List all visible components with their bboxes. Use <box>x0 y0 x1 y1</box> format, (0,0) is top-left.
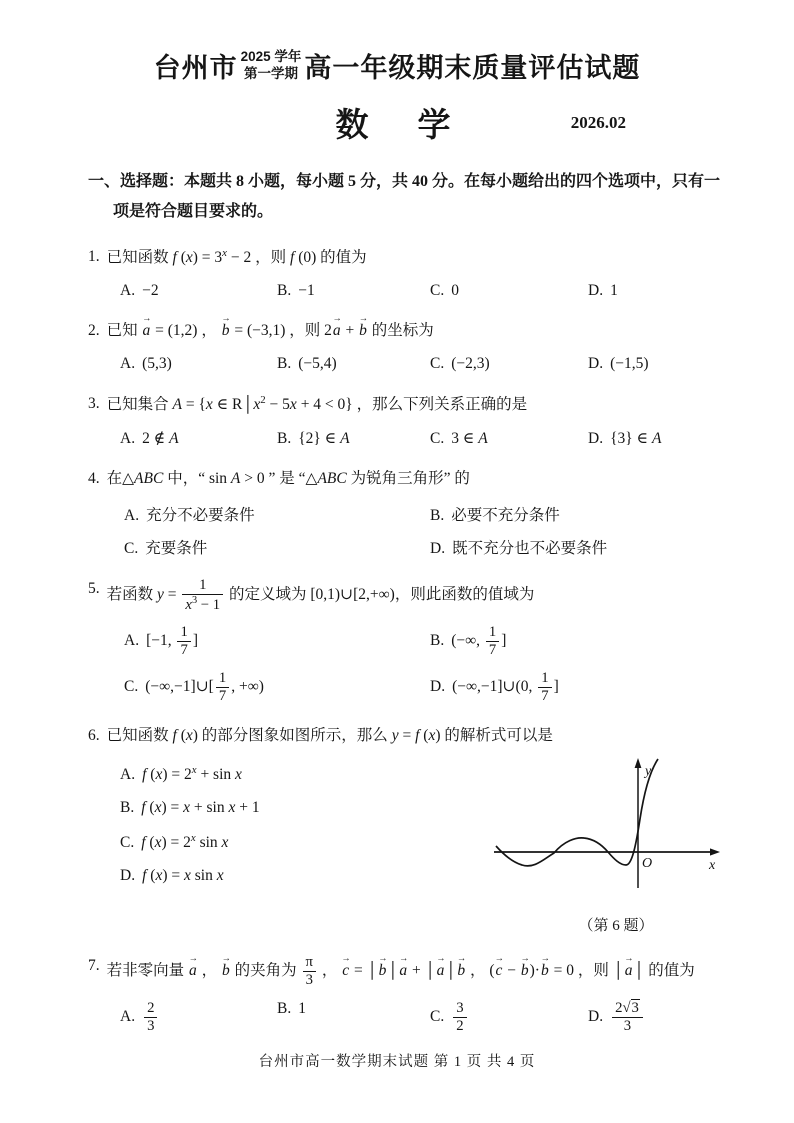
question-4-stem <box>88 467 742 492</box>
question-7-stem <box>88 954 742 989</box>
question-number: 6. <box>88 727 100 745</box>
section-1-heading <box>88 167 742 226</box>
title-school-year: 2025 学年 <box>240 49 302 65</box>
question-text: 在△ABC 中，“ sin A > 0 ” 是 “△ABC 为锐角三角形” 的 <box>106 469 470 487</box>
option-b: B. −1 <box>277 282 315 300</box>
question-6-stem <box>88 724 742 749</box>
section-heading-line1: 一、选择题：本题共 8 小题，每小题 5 分，共 40 分。在每小题给出的四个选项中，只有一 <box>88 173 721 190</box>
question-7 <box>88 954 742 1035</box>
question-number: 2. <box>88 322 100 340</box>
option-c: C. (−2,3) <box>430 354 490 372</box>
question-text: 若非零向量 → a ， → b 的夹角为 $\frac{\pi}{3}$ ， → c = │ → b│ → a + │ → a│ → b ， ( → c − → b)· → b = 0 ，则 │ → a│ 的值为 <box>106 953 695 988</box>
graph-origin-label: O <box>642 855 653 871</box>
option-c: C. 充要条件 <box>124 539 208 557</box>
question-5 <box>88 577 742 705</box>
exam-header <box>0 0 794 145</box>
page-title <box>0 46 794 85</box>
title-term-stack <box>241 49 302 81</box>
title-semester: 第一学期 <box>243 65 298 81</box>
exam-date: 2026.02 <box>570 113 626 132</box>
question-6-options <box>120 764 490 935</box>
question-1 <box>88 245 742 300</box>
option-a: A. [−1, $\frac{1}{7}$ ] <box>124 624 199 659</box>
question-text: 已知函数 f (x) 的部分图象如图所示，那么 y = f (x) 的解析式可以是 <box>106 727 553 745</box>
option-b: B. 1 <box>277 999 306 1017</box>
option-a: A. 充分不必要条件 <box>124 506 255 524</box>
question-3-stem <box>88 392 742 418</box>
graph-y-label: y <box>645 763 652 779</box>
option-b: B. (−5,4) <box>277 354 337 372</box>
option-d: D. {3} ∈ A <box>588 429 662 447</box>
option-a: A. $\frac{2}{3}$ <box>120 1000 277 1035</box>
option-c: C. (−∞,−1]∪[ $\frac{1}{7}$ , +∞) <box>124 670 264 705</box>
title-city: 台州市 <box>153 53 238 83</box>
function-graph <box>490 753 742 935</box>
question-3-options <box>120 429 742 448</box>
question-text: 已知函数 f $(x) = 3^x - 2$ ，则 f (0) 的值为 <box>106 247 367 267</box>
question-4 <box>88 467 742 558</box>
question-4-options <box>124 503 742 558</box>
question-number: 4. <box>88 469 100 487</box>
question-5-stem <box>88 577 742 614</box>
question-1-stem <box>88 245 742 271</box>
question-text: 若函数 y = $\frac{1}{x^3 - 1}$ 的定义域为 [0,1)∪[2,+∞)，则此函数的值域为 <box>106 576 535 613</box>
option-b: B. f (x) = x + sin x + 1 <box>120 799 260 817</box>
function-graph-svg <box>490 755 725 895</box>
option-b: B. 必要不充分条件 <box>430 506 560 524</box>
option-d: D. (−∞,−1]∪(0, $\frac{1}{7}$ ] <box>430 670 559 705</box>
option-c: C. 3 ∈ A <box>430 429 488 447</box>
question-2-options <box>120 355 742 373</box>
question-text: 已知集合 A = {x ∈ $R│x^2 - 5x + 4 < 0$} ，那么下列关系正确的是 <box>106 393 528 414</box>
option-d: D. $\frac{2√3}{3}$ <box>588 1000 742 1035</box>
option-d: D. 1 <box>588 282 618 300</box>
question-2 <box>88 314 742 373</box>
graph-x-label: x <box>709 857 716 873</box>
question-6-body <box>88 753 742 935</box>
section-heading-line2: 项是符合题目要求的。 <box>113 202 274 220</box>
option-d: D. (−1,5) <box>588 354 649 372</box>
question-1-options <box>120 282 742 300</box>
option-d: D. f (x) = x sin x <box>120 867 224 885</box>
question-7-options <box>120 1000 742 1035</box>
title-exam-name: 高一年级期末质量评估试题 <box>304 53 641 83</box>
option-c: C. f $(x) = 2^x$ sin x <box>120 832 229 852</box>
option-a: A. 2 ∉ A <box>120 429 179 447</box>
subject-title: 数 学 <box>335 106 459 143</box>
question-number: 1. <box>88 248 100 266</box>
subject-line <box>0 99 794 145</box>
question-number: 3. <box>88 394 100 412</box>
exam-content <box>0 145 794 1035</box>
option-d: D. 既不充分也不必要条件 <box>430 539 608 557</box>
option-b: B. {2} ∈ A <box>277 429 350 447</box>
option-a: A. (5,3) <box>120 354 172 372</box>
page-footer: 台州市高一数学期末试题 第 1 页 共 4 页 <box>258 1054 536 1070</box>
option-c: C. $\frac{3}{2}$ <box>430 1000 588 1035</box>
question-number: 7. <box>88 956 100 974</box>
option-a: A. −2 <box>120 282 159 300</box>
question-5-options <box>124 624 742 705</box>
option-c: C. 0 <box>430 282 459 300</box>
option-a: A. f $(x) = 2^x + \sin x$ <box>120 763 242 784</box>
question-2-stem <box>88 314 742 344</box>
question-3 <box>88 392 742 448</box>
option-b: B. (−∞, $\frac{1}{7}$ ] <box>430 624 507 659</box>
question-number: 5. <box>88 579 100 597</box>
question-text: 已知 → a = (1,2) ， → b = (−3,1) ，则 2 → a + → b 的坐标为 <box>106 314 434 340</box>
question-6 <box>88 724 742 935</box>
graph-caption: （第 6 题） <box>578 917 654 934</box>
